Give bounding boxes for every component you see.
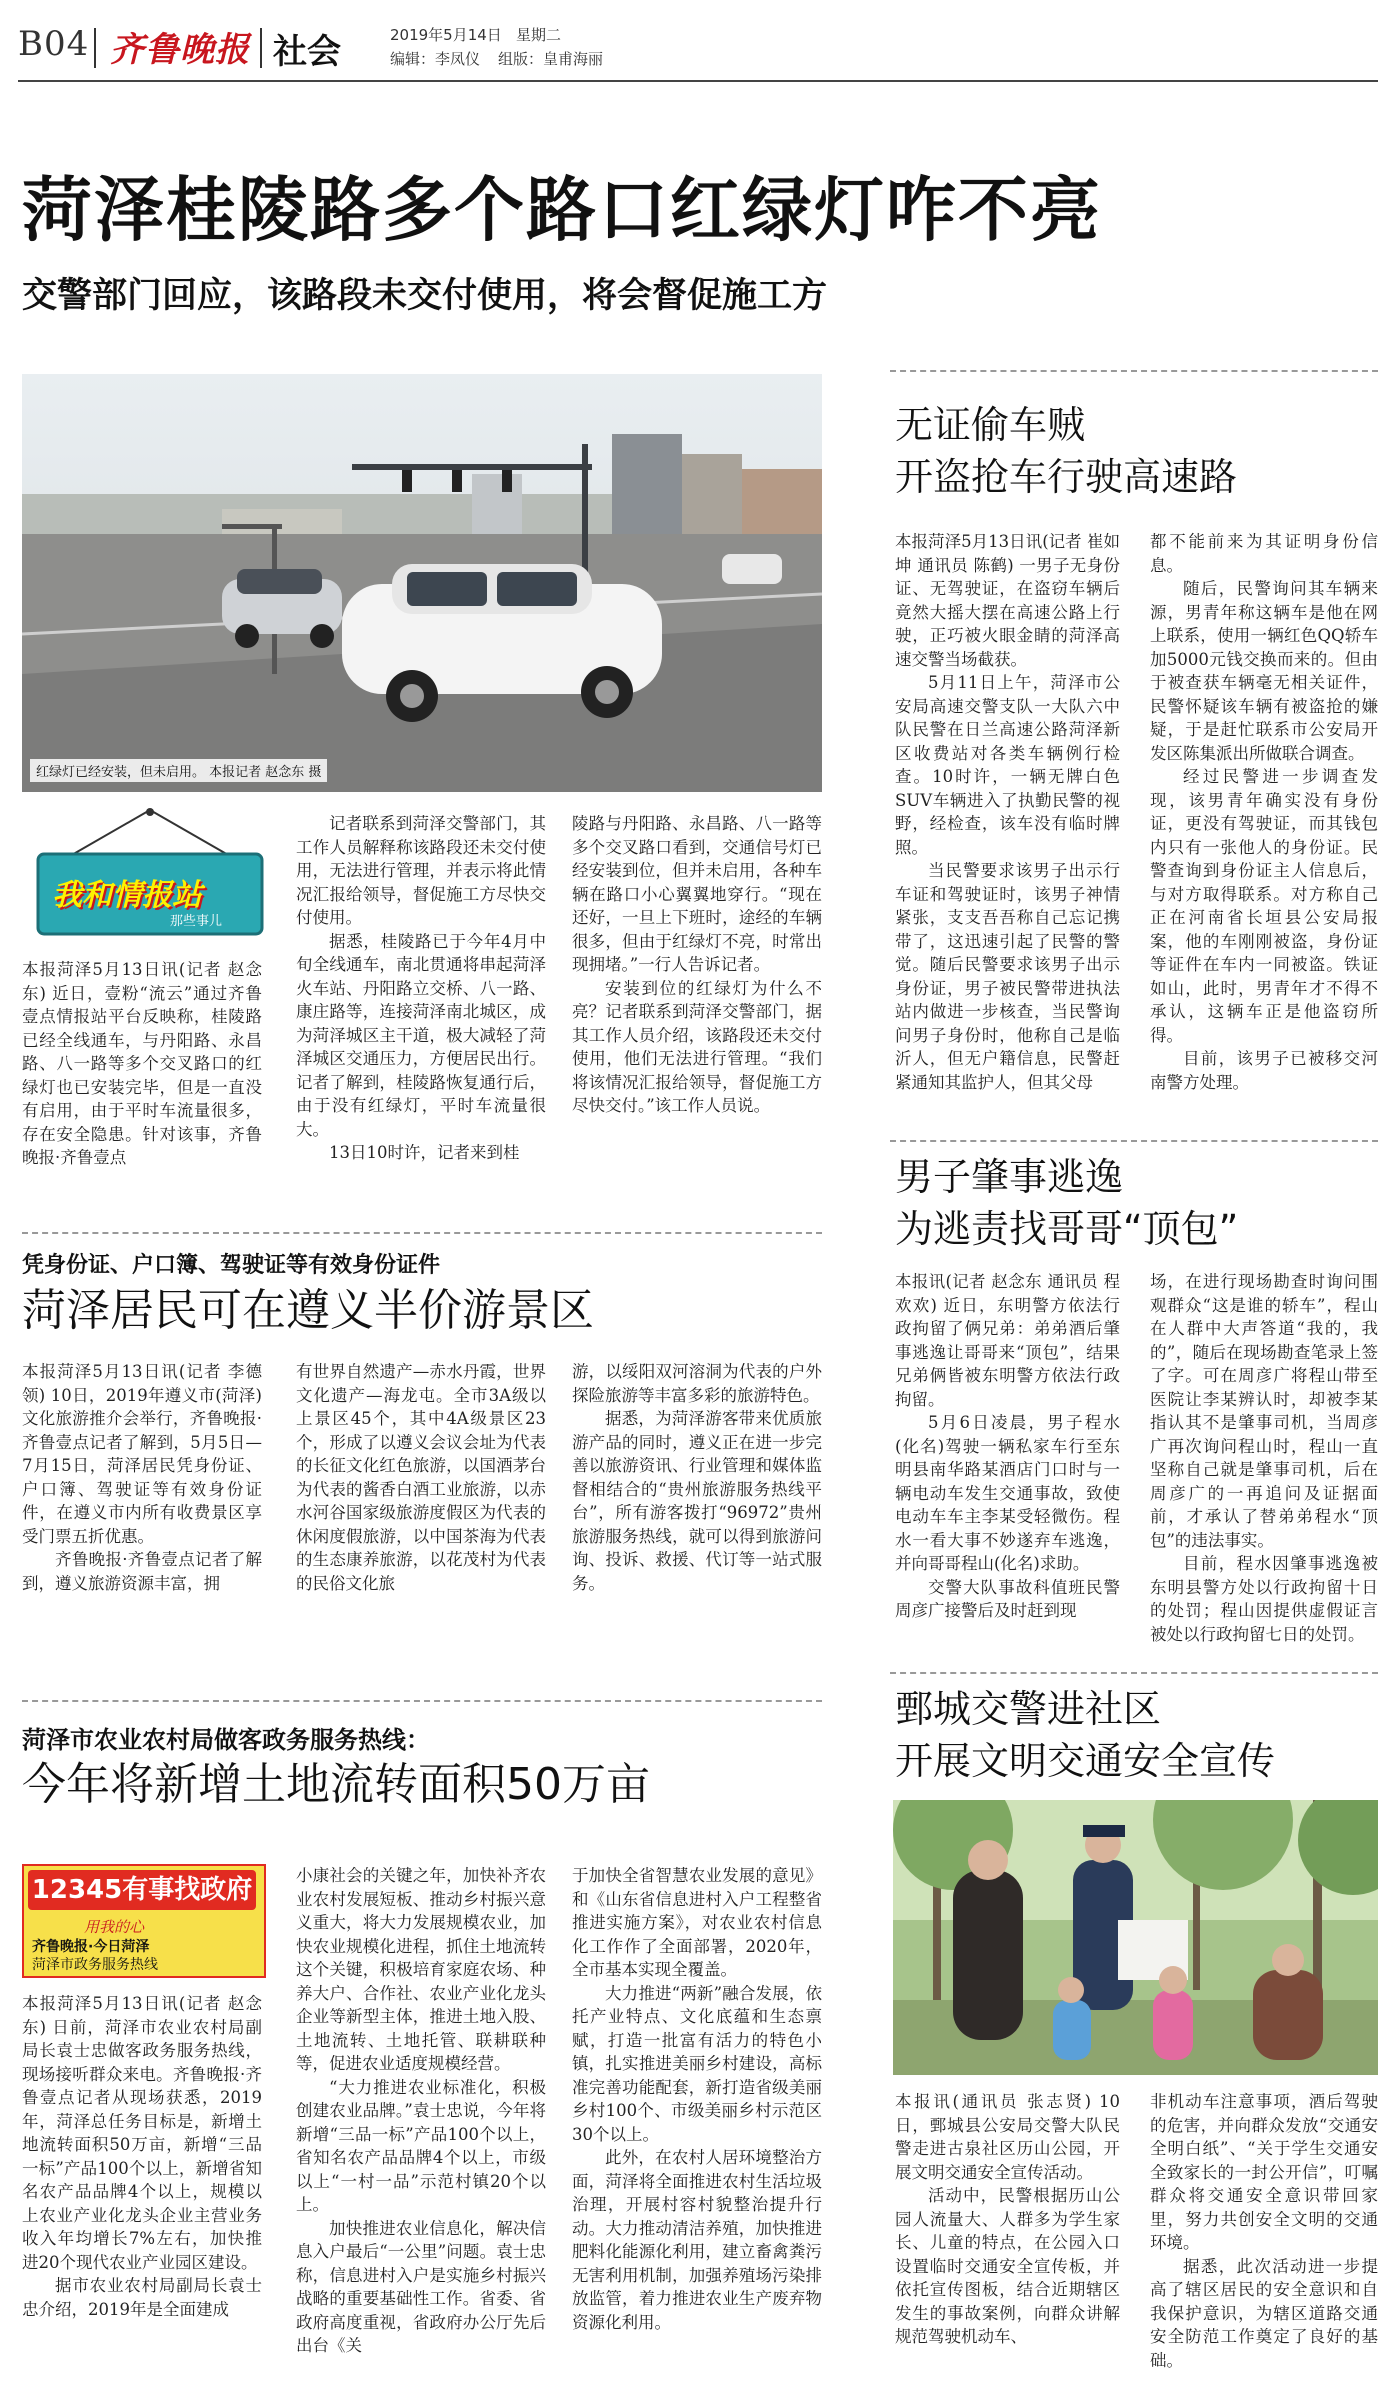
paragraph: 本报菏泽5月13日讯(记者 崔如坤 通讯员 陈鹤) 一男子无身份证、无驾驶证，在盗窃车辆后竟然大摇大摆在高速公路上行驶，正巧被火眼金睛的菏泽高速交警当场截获。 — [895, 532, 1120, 669]
section-divider — [890, 1672, 1378, 1674]
paragraph: 游，以绥阳双河溶洞为代表的户外探险旅游等丰富多彩的旅游特色。 — [572, 1362, 822, 1405]
hit-run-body-col1 — [895, 1270, 1120, 1623]
section-name: 社会 — [273, 32, 341, 72]
paragraph: 大力推进“两新”融合发展，依托产业特点、文化底蕴和生态禀赋，打造一批富有活力的特色小镇，扎实推进美丽乡村建设，高标准完善功能配套，新打造省级美丽乡村100个、市级美丽乡村示范区30个以上。 — [572, 1983, 822, 2144]
paragraph: 本报讯(通讯员 张志贤) 10日，鄄城县公安局交警大队民警走进古泉社区历山公园，开展文明交通安全宣传活动。 — [895, 2092, 1120, 2182]
agri-headline: 今年将新增土地流转面积50万亩 — [22, 1759, 650, 1810]
hotline-badge-line1: 齐鲁晚报·今日菏泽 — [32, 1939, 150, 1955]
paragraph: 本报菏泽5月13日讯(记者 李德领) 10日，2019年遵义市(菏泽)文化旅游推介会举行，齐鲁晚报·齐鲁壹点记者了解到，5月5日—7月15日，菏泽居民凭身份证、户口簿、驾驶证等有效身份证件，在遵义市内所有收费景区享受门票五折优惠。 — [22, 1362, 262, 1546]
page-header — [18, 18, 1378, 76]
page-number: B04 — [18, 24, 90, 64]
paragraph: 本报菏泽5月13日讯(记者 赵念东) 日前，菏泽市农业农村局副局长袁士忠做客政务服务热线，现场接听群众来电。齐鲁晚报·齐鲁壹点记者从现场获悉，2019年，菏泽总任务目标是，新增土地流转面积50万亩，新增“三品一标”产品100个以上，新增省知名农产品品牌4个以上，规模以上农业产业化龙头企业主营业务收入年均增长7%左右，加快推进20个现代农业产业园区建设。 — [22, 1994, 262, 2272]
issue-date: 2019年5月14日 — [390, 26, 502, 44]
tourism-headline: 菏泽居民可在遵义半价游景区 — [22, 1285, 594, 1336]
paragraph: “大力推进农业标准化，积极创建农业品牌。”袁士忠说，今年将新增“三品一标”产品100个以上，省知名农产品品牌4个以上，市级以上“一村一品”示范村镇20个以上。 — [296, 2077, 546, 2214]
paragraph: 活动中，民警根据历山公园人流量大、人群多为学生家长、儿童的特点，在公园入口设置临时交通安全宣传板，并依托宣传图板，结合近期辖区发生的事故案例，向群众讲解规范驾驶机动车、 — [895, 2186, 1120, 2346]
paragraph: 本报菏泽5月13日讯(记者 赵念东) 近日，壹粉“流云”通过齐鲁壹点情报站平台反映称，桂陵路已经全线通车，与丹阳路、永昌路、八一路等多个交叉路口的红绿灯也已安装完毕，但是一直没有启用，由于平时车流量很多，存在安全隐患。针对该事，齐鲁晚报·齐鲁壹点 — [22, 960, 262, 1167]
editor-credit: 编辑：李凤仪 — [390, 50, 481, 68]
lead-body-col2 — [296, 812, 546, 1165]
section-divider — [890, 370, 1378, 372]
agri-body-col3 — [572, 1864, 822, 2334]
paragraph: 都不能前来为其证明身份信息。 — [1150, 532, 1378, 575]
paragraph: 加快推进农业信息化，解决信息入户最后“一公里”问题。袁士忠称，信息进村入户是实施乡村振兴战略的重要基础性工作。省委、省政府高度重视，省政府办公厅先后出台《关 — [296, 2218, 546, 2355]
layout-credit: 组版：皇甫海丽 — [498, 50, 604, 68]
paragraph: 据悉，此次活动进一步提高了辖区居民的安全意识和自我保护意识，为辖区道路交通安全防范工作奠定了良好的基础。 — [1150, 2256, 1378, 2370]
juancheng-title-line2: 开展文明交通安全宣传 — [895, 1739, 1276, 1783]
info-station-sticker — [30, 806, 270, 941]
park-event-image — [893, 1800, 1378, 2075]
lead-subhead: 交警部门回应，该路段未交付使用，将会督促施工方 — [22, 276, 828, 316]
paragraph: 场，在进行现场勘查时询问围观群众“这是谁的轿车”，程山在人群中大声答道“我的，我的”，随后在现场勘查笔录上签了字。可在周彦广将程山带至医院让李某辨认时，却被李某指认其不是肇事司机，当周彦广再次询问程山时，程山一直坚称自己就是肇事司机，后在周彦广的一再追问及证据面前，才承认了替弟弟程水“顶包”的违法事实。 — [1150, 1272, 1378, 1550]
tourism-body-col2 — [296, 1360, 546, 1595]
paragraph: 小康社会的关键之年，加快补齐农业农村发展短板、推动乡村振兴意义重大，将大力发展规模农业，加快农业规模化进程，抓住土地流转这个关键，积极培育家庭农场、种养大户、合作社、农业产业化龙头企业等新型主体，推进土地入股、土地流转、土地托管、联耕联种等，促进农业适度规模经营。 — [296, 1866, 546, 2073]
hotline-badge-slogan: 用我的心 — [84, 1918, 145, 1936]
paragraph: 交警大队事故科值班民警周彦广接警后及时赶到现 — [895, 1577, 1120, 1620]
hotline-badge-line2: 菏泽市政务服务热线 — [32, 1957, 158, 1973]
hotline-badge — [22, 1864, 266, 1978]
paragraph: 当民警要求该男子出示行车证和驾驶证时，该男子神情紧张，支支吾吾称自己忘记携带了，这迅速引起了民警的警觉。随后民警要求该男子出示身份证，男子被民警带进执法站内做进一步核查，当民警询问男子身份时，他称自己是临沂人，但无户籍信息，民警赶紧通知其监护人，但其父母 — [895, 861, 1120, 1092]
paragraph: 5月11日上午，菏泽市公安局高速交警支队一大队六中队民警在日兰高速公路菏泽新区收费站对各类车辆例行检查。10时许，一辆无牌白色SUV车辆进入了执勤民警的视野，经检查，该车没有临时牌照。 — [895, 673, 1120, 857]
paragraph: 本报讯(记者 赵念东 通讯员 程欢欢) 近日，东明警方依法行政拘留了俩兄弟：弟弟酒后肇事逃逸让哥哥来“顶包”，结果兄弟俩皆被东明警方依法行政拘留。 — [895, 1272, 1120, 1409]
lead-body-col3 — [572, 812, 822, 1118]
hotline-badge-title: 12345有事找政府 — [28, 1870, 256, 1910]
juancheng-body-col2 — [1150, 2090, 1378, 2372]
header-divider — [94, 28, 96, 68]
juancheng-body-col1 — [895, 2090, 1120, 2349]
lead-photo — [22, 374, 822, 792]
paragraph: 有世界自然遗产—赤水丹霞，世界文化遗产—海龙屯。全市3A级以上景区45个，其中4A级景区23个，形成了以遵义会议会址为代表的长征文化红色旅游，以国酒茅台为代表的酱香白酒工业旅游，以赤水河谷国家级旅游度假区为代表的休闲度假旅游，以中国茶海为代表的生态康养旅游，以花茂村为代表的民俗文化旅 — [296, 1362, 546, 1593]
paragraph: 此外，在农村人居环境整治方面，菏泽将全面推进农村生活垃圾治理，开展村容村貌整治提升行动。大力推动清洁养殖，加快推进肥料化能源化利用，建立畜禽粪污无害利用机制，加强养殖场污染排放监管，着力推进农业生产废弃物资源化利用。 — [572, 2148, 822, 2332]
hit-run-title-line1: 男子肇事逃逸 — [895, 1155, 1124, 1199]
masthead-logo: 齐鲁晚报 — [110, 30, 250, 70]
tourism-body-col3 — [572, 1360, 822, 1595]
sticker-subtitle: 那些事儿 — [170, 914, 223, 929]
street-intersection-image — [22, 374, 822, 792]
paragraph: 经过民警进一步调查发现，该男青年确实没有身份证，更没有驾驶证，而其钱包内只有一张他人的身份证。民警查询到身份证主人信息后，与对方取得联系。对方称自己正在河南省长垣县公安局报案，他的车刚刚被盗，身份证等证件在车内一同被盗。铁证如山，此时，男青年才不得不承认，这辆车正是他盗窃所得。 — [1150, 767, 1378, 1045]
paragraph: 目前，该男子已被移交河南警方处理。 — [1150, 1049, 1378, 1092]
paragraph: 齐鲁晚报·齐鲁壹点记者了解到，遵义旅游资源丰富，拥 — [22, 1550, 262, 1593]
paragraph: 陵路与丹阳路、永昌路、八一路等多个交叉路口看到，交通信号灯已经安装到位，但并未启用，各种车辆在路口小心翼翼地穿行。“现在还好，一旦上下班时，途经的车辆很多，但由于红绿灯不亮，时常出现拥堵。”一行人告诉记者。 — [572, 814, 822, 974]
issue-weekday: 星期二 — [516, 26, 562, 44]
tourism-body-col1 — [22, 1360, 262, 1595]
hit-run-title-line2: 为逃责找哥哥“顶包” — [895, 1207, 1239, 1251]
header-rule — [18, 80, 1378, 82]
tourism-kicker: 凭身份证、户口簿、驾驶证等有效身份证件 — [22, 1253, 441, 1278]
section-divider — [22, 1700, 822, 1702]
paragraph: 安装到位的红绿灯为什么不亮？记者联系到菏泽交警部门，据其工作人员介绍，该路段还未交付使用，他们无法进行管理。“我们将该情况汇报给领导，督促施工方尽快交付。”该工作人员说。 — [572, 978, 822, 1115]
section-divider — [890, 1140, 1378, 1142]
agri-kicker: 菏泽市农业农村局做客政务服务热线： — [22, 1726, 430, 1754]
paragraph: 非机动车注意事项，酒后驾驶的危害，并向群众发放“交通安全明白纸”、“关于学生交通安全致家长的一封公开信”，叮嘱群众将交通安全意识带回家里，努力共创安全文明的交通环境。 — [1150, 2092, 1378, 2252]
car-theft-body-col1 — [895, 530, 1120, 1094]
header-divider — [260, 28, 262, 68]
sticker-title: 我和情报站 — [52, 878, 202, 913]
lead-body-col1 — [22, 958, 262, 1170]
paragraph: 记者联系到菏泽交警部门，其工作人员解释称该路段还未交付使用，无法进行管理，并表示将此情况汇报给领导，督促施工方尽快交付使用。 — [296, 814, 546, 927]
paragraph: 据市农业农村局副局长袁士忠介绍，2019年是全面建成 — [22, 2276, 262, 2319]
lead-headline: 菏泽桂陵路多个路口红绿灯咋不亮 — [22, 169, 1102, 251]
paragraph: 5月6日凌晨，男子程水(化名)驾驶一辆私家车行至东明县南华路某酒店门口时与一辆电动车发生交通事故，致使电动车车主李某受轻微伤。程水一看大事不妙遂弃车逃逸，并向哥哥程山(化名)求助。 — [895, 1413, 1120, 1573]
paragraph: 目前，程水因肇事逃逸被东明县警方处以行政拘留十日的处罚；程山因提供虚假证言被处以行政拘留七日的处罚。 — [1150, 1554, 1378, 1644]
agri-body-col1 — [22, 1992, 262, 2321]
car-theft-body-col2 — [1150, 530, 1378, 1094]
hit-run-body-col2 — [1150, 1270, 1378, 1646]
agri-body-col2 — [296, 1864, 546, 2358]
juancheng-photo — [893, 1800, 1378, 2075]
paragraph: 于加快全省智慧农业发展的意见》和《山东省信息进村入户工程整省推进实施方案》，对农业农村信息化工作作了全面部署，2020年，全市基本实现全覆盖。 — [572, 1866, 822, 1979]
paragraph: 据悉，为菏泽游客带来优质旅游产品的同时，遵义正在进一步完善以旅游资讯、行业管理和媒体监督相结合的“贵州旅游服务热线平台”，所有游客拨打“96972”贵州旅游服务热线，就可以得到旅游问询、投诉、救援、代订等一站式服务。 — [572, 1409, 822, 1593]
paragraph: 随后，民警询问其车辆来源，男青年称这辆车是他在网上联系，使用一辆红色QQ轿车加5000元钱交换而来的。但由于被查获车辆毫无相关证件，民警怀疑该车辆有被盗抢的嫌疑，于是赶忙联系市公安局开发区陈集派出所做联合调查。 — [1150, 579, 1378, 763]
paragraph: 据悉，桂陵路已于今年4月中旬全线通车，南北贯通将串起菏泽火车站、丹阳路立交桥、八一路、康庄路等，连接菏泽南北城区，成为菏泽城区主干道，极大减轻了菏泽城区交通压力，方便居民出行。记者了解到，桂陵路恢复通行后，由于没有红绿灯，平时车流量很大。 — [296, 931, 546, 1139]
photo-caption: 红绿灯已经安装，但未启用。 本报记者 赵念东 摄 — [30, 759, 327, 782]
section-divider — [22, 1232, 822, 1234]
car-theft-title-line1: 无证偷车贼 — [895, 403, 1086, 447]
paragraph: 13日10时许，记者来到桂 — [329, 1143, 520, 1162]
juancheng-title-line1: 鄄城交警进社区 — [895, 1687, 1162, 1731]
car-theft-title-line2: 开盗抢车行驶高速路 — [895, 455, 1238, 499]
